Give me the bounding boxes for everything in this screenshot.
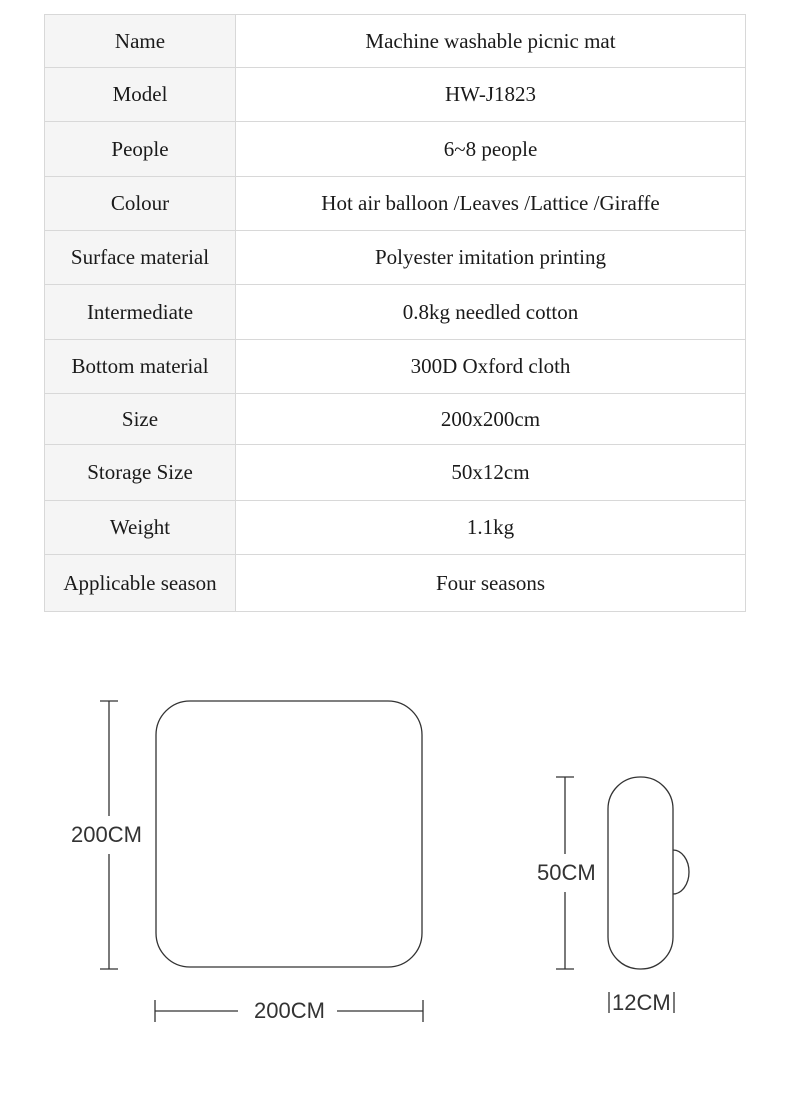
spec-row bbox=[45, 285, 746, 340]
spec-label: Model bbox=[45, 68, 236, 122]
spec-value: 6~8 people bbox=[236, 122, 746, 177]
size-diagram-drawing bbox=[0, 640, 790, 1106]
spec-table-body bbox=[45, 15, 746, 612]
spec-value: Machine washable picnic mat bbox=[236, 15, 746, 68]
spec-label: Size bbox=[45, 394, 236, 445]
spec-value: 200x200cm bbox=[236, 394, 746, 445]
spec-value: 1.1kg bbox=[236, 501, 746, 555]
spec-value: Polyester imitation printing bbox=[236, 231, 746, 285]
spec-label: Applicable season bbox=[45, 555, 236, 612]
spec-label: Name bbox=[45, 15, 236, 68]
size-diagram bbox=[0, 640, 790, 1106]
spec-value: HW-J1823 bbox=[236, 68, 746, 122]
mat-width-label: 200CM bbox=[254, 998, 325, 1023]
spec-label: Intermediate bbox=[45, 285, 236, 340]
spec-label: Bottom material bbox=[45, 340, 236, 394]
spec-label: Storage Size bbox=[45, 445, 236, 501]
spec-value: 50x12cm bbox=[236, 445, 746, 501]
spec-row bbox=[45, 555, 746, 612]
spec-label: People bbox=[45, 122, 236, 177]
spec-value: 300D Oxford cloth bbox=[236, 340, 746, 394]
mat-outline bbox=[156, 701, 422, 967]
spec-row bbox=[45, 231, 746, 285]
rolled-mat-handle bbox=[673, 850, 689, 894]
spec-label: Surface material bbox=[45, 231, 236, 285]
spec-row bbox=[45, 68, 746, 122]
spec-row bbox=[45, 340, 746, 394]
spec-row bbox=[45, 501, 746, 555]
roll-height-label: 50CM bbox=[537, 860, 596, 885]
spec-value: Four seasons bbox=[236, 555, 746, 612]
rolled-mat-outline bbox=[608, 777, 673, 969]
spec-row bbox=[45, 445, 746, 501]
roll-width-label: 12CM bbox=[612, 990, 671, 1015]
spec-label: Colour bbox=[45, 177, 236, 231]
spec-row bbox=[45, 394, 746, 445]
spec-value: 0.8kg needled cotton bbox=[236, 285, 746, 340]
spec-value: Hot air balloon /Leaves /Lattice /Giraffe bbox=[236, 177, 746, 231]
mat-height-label: 200CM bbox=[71, 822, 142, 847]
spec-table bbox=[44, 14, 746, 612]
spec-label: Weight bbox=[45, 501, 236, 555]
spec-row bbox=[45, 177, 746, 231]
spec-row bbox=[45, 122, 746, 177]
spec-row bbox=[45, 15, 746, 68]
